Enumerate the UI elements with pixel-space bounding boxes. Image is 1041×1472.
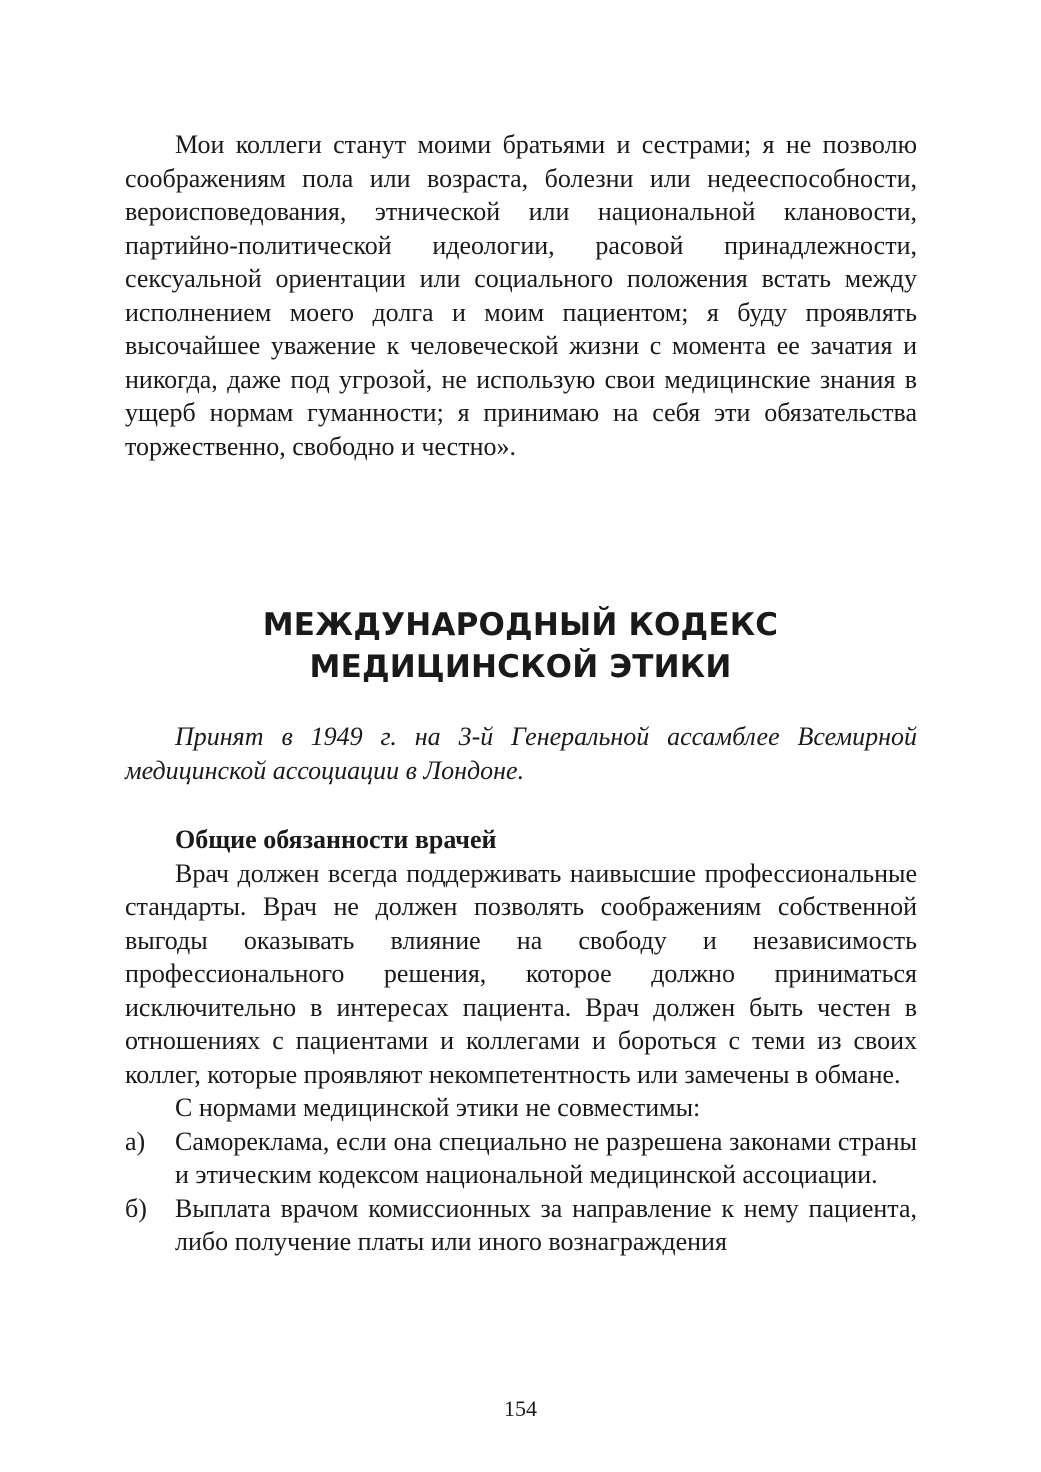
heading-line-1: МЕЖДУНАРОДНЫЙ КОДЕКС [262, 607, 779, 643]
incompatible-intro: С нормами медицинской этики не совместимы: [175, 1093, 701, 1122]
adoption-note: Принят в 1949 г. на 3-й Генеральной ассамблее Всемирной медицинской ассоциации в Лондоне. [125, 722, 917, 785]
list-item [125, 1192, 917, 1259]
list-item-text: Самореклама, если она специально не разрешена законами страны и этическим кодексом национальной медицинской ассоциации. [175, 1126, 917, 1189]
oath-paragraph: Мои коллеги станут моими братьями и сестрами; я не позволю соображениям пола или возраста, болезни или недееспособности, вероисповедования, этнической или национальной клановости, партийно-политической идеологии, расовой принадлежности, сексуальной ориентации или социального положения встать между исполнением моего долга и моим пациентом; я буду проявлять высочайшее уважение к человеческой жизни с момента ее зачатия и никогда, даже под угрозой, не использую свои медицинские знания в ущерб нормам гуманности; я принимаю на себя эти обязательства торжественно, свободно и честно». [125, 130, 917, 461]
top-paragraph-block [125, 128, 917, 463]
incompatible-list [125, 1125, 917, 1259]
list-marker: а) [125, 1126, 146, 1156]
list-item-text: Выплата врачом комиссионных за направление к нему пациента, либо получение платы или иного вознаграждения [175, 1193, 917, 1256]
list-item [125, 1125, 917, 1192]
heading-line-2: МЕДИЦИНСКОЙ ЭТИКИ [309, 649, 732, 685]
subsection-title: Общие обязанности врачей [175, 825, 497, 854]
general-duties-section [125, 823, 917, 1259]
section-heading [0, 604, 1041, 688]
duties-paragraph: Врач должен всегда поддерживать наивысшие профессиональные стандарты. Врач не должен позволять соображениям собственной выгоды оказывать влияние на свободу и независимость профессионального решения, которое должно приниматься исключительно в интересах пациента. Врач должен быть честен в отношениях с пациентами и коллегами и бороться с теми из своих коллег, которые проявляют некомпетентность или замечены в обмане. [125, 858, 917, 1089]
page-number: 154 [504, 1396, 537, 1421]
list-marker: б) [125, 1193, 147, 1223]
